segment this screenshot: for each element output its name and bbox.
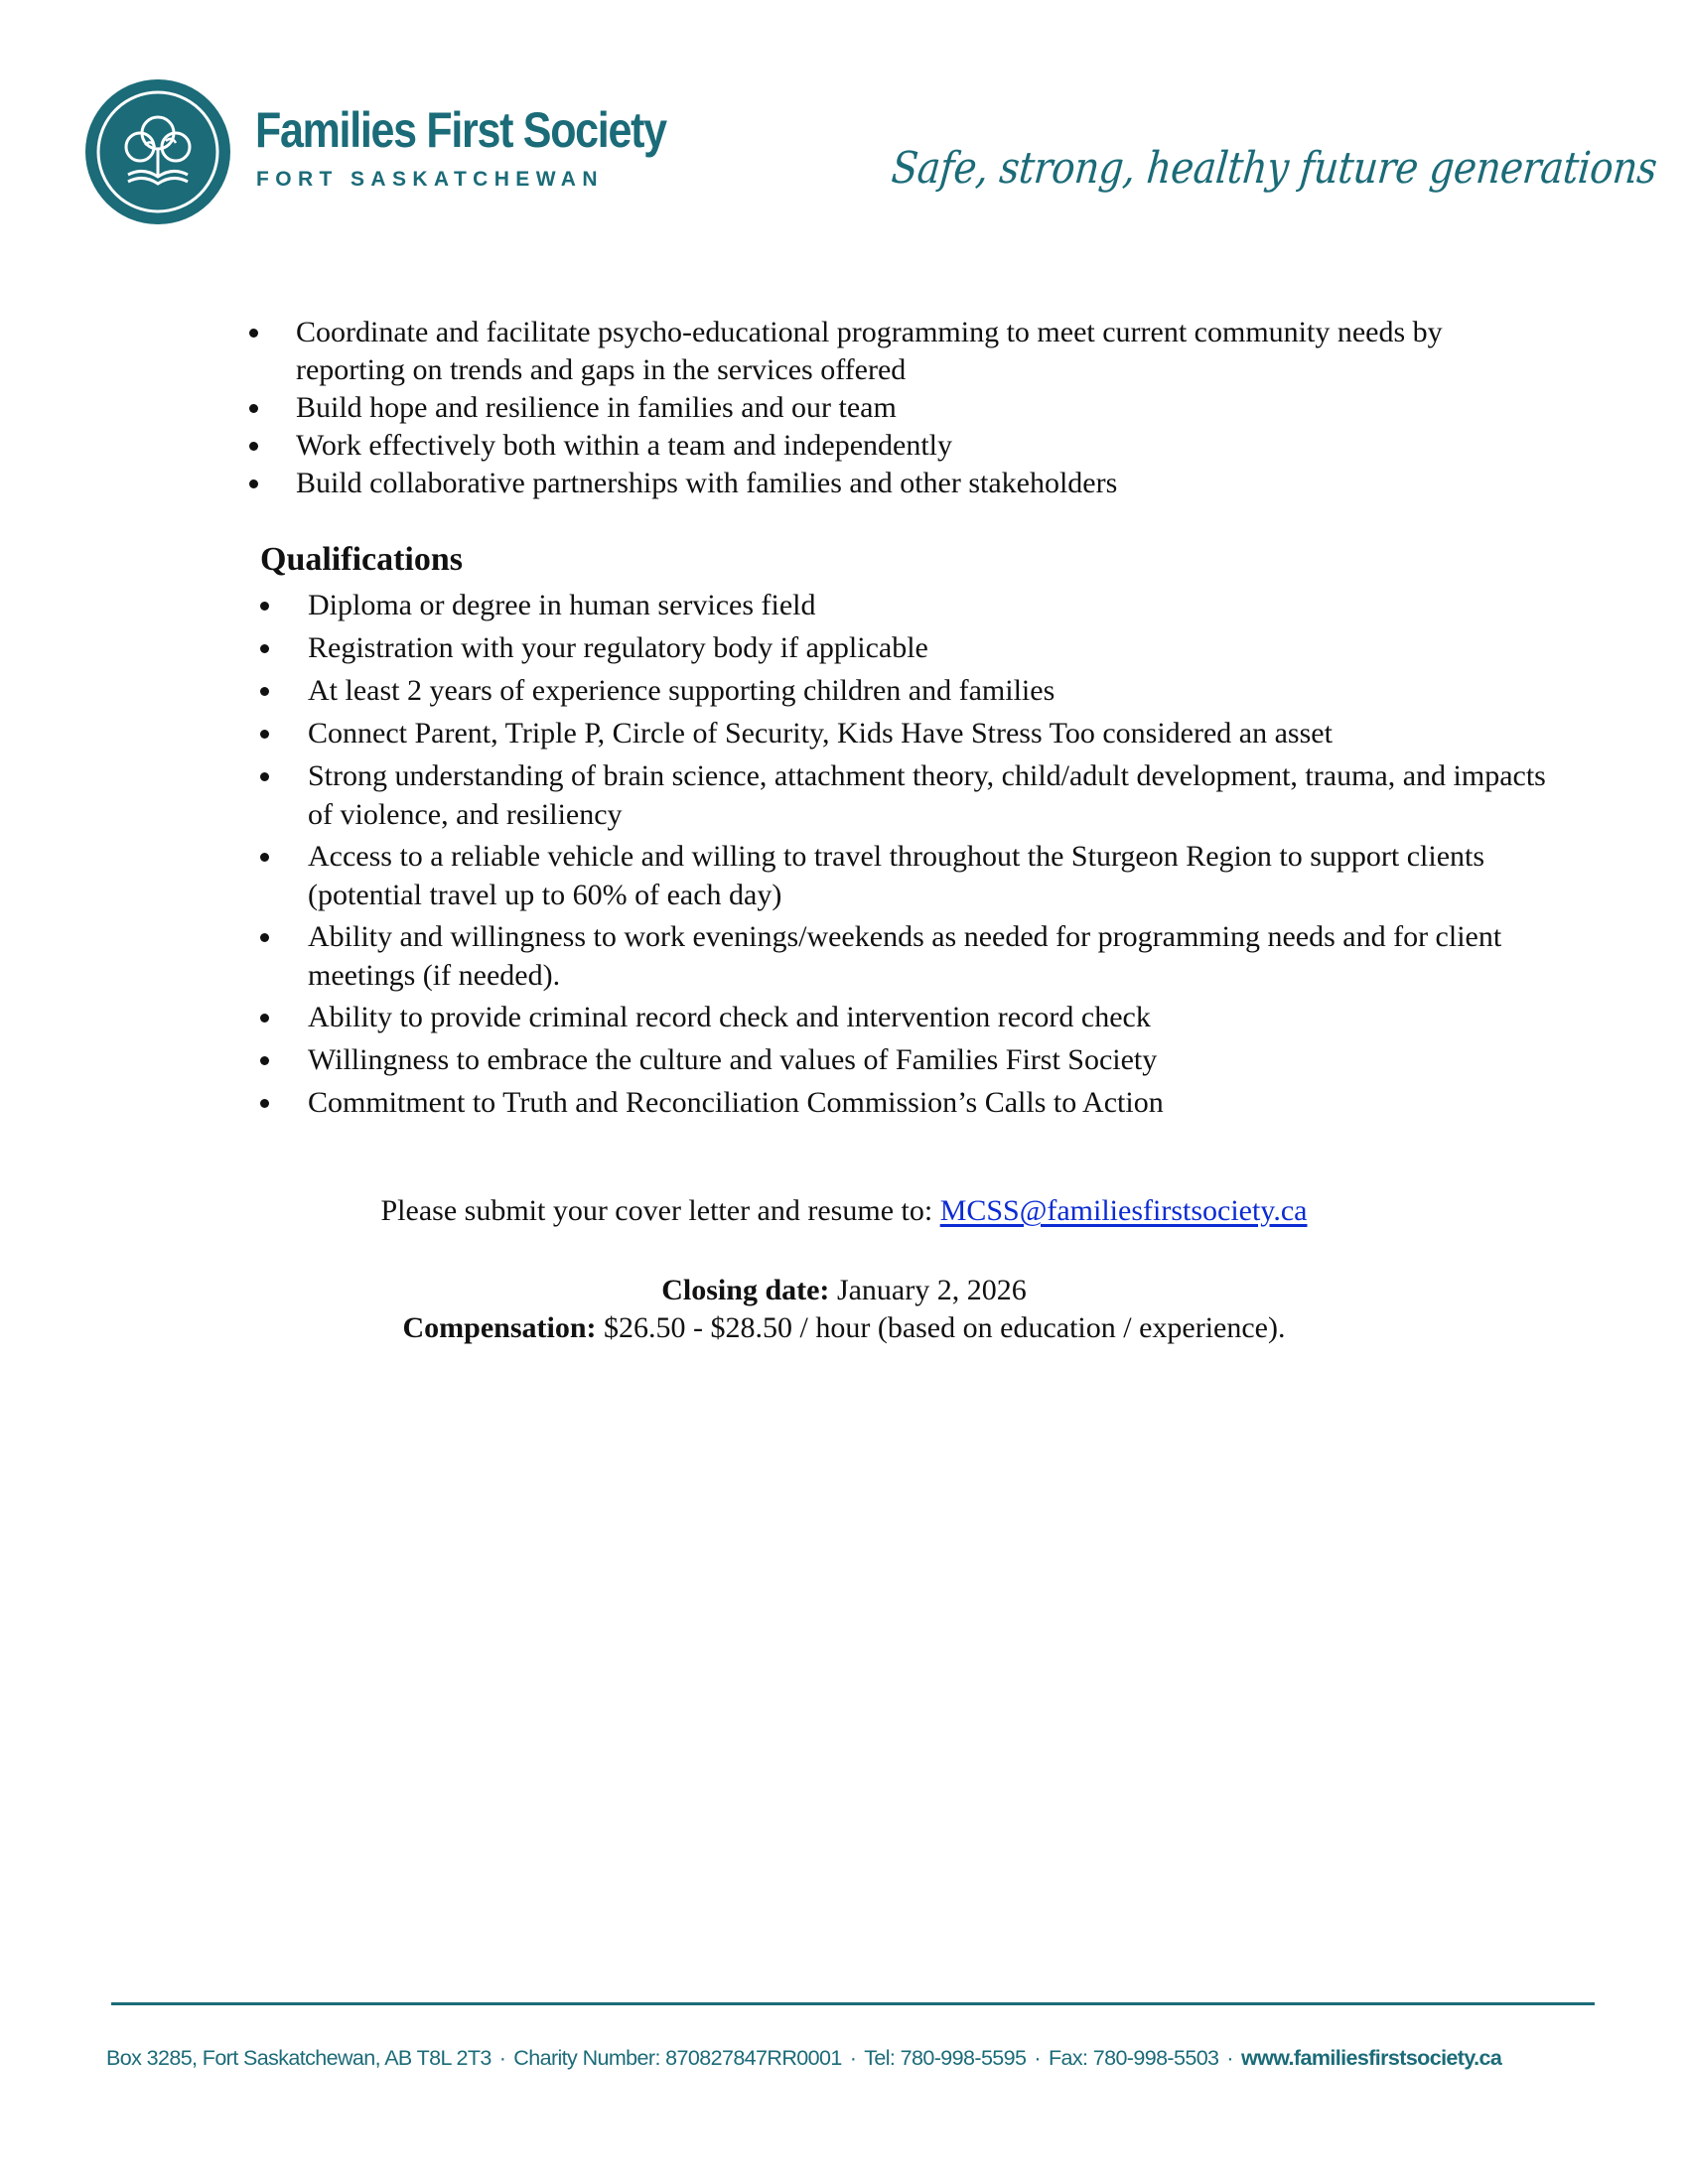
footer-charity: Charity Number: 870827847RR0001 xyxy=(513,2046,842,2070)
footer-separator: · xyxy=(498,2046,506,2070)
footer-tel: Tel: 780-998-5595 xyxy=(864,2046,1027,2070)
list-item: At least 2 years of experience supporting children and families xyxy=(260,671,1551,711)
compensation xyxy=(0,1309,1688,1347)
list-item: Ability to provide criminal record check and intervention record check xyxy=(260,998,1551,1037)
logo-icon xyxy=(83,77,232,226)
qualifications-list xyxy=(260,586,1551,1126)
compensation-label: Compensation: xyxy=(402,1311,597,1344)
list-item: Diploma or degree in human services field xyxy=(260,586,1551,625)
submit-text: Please submit your cover letter and resume to: xyxy=(380,1194,940,1227)
submit-instructions xyxy=(0,1193,1688,1229)
closing-date-value: January 2, 2026 xyxy=(829,1274,1027,1306)
footer-separator: · xyxy=(1226,2046,1233,2070)
email-link[interactable]: MCSS@familiesfirstsociety.ca xyxy=(939,1194,1308,1227)
footer-fax: Fax: 780-998-5503 xyxy=(1048,2046,1219,2070)
list-item: Build hope and resilience in families and our team xyxy=(249,389,1540,427)
tagline: Safe, strong, healthy future generations xyxy=(889,143,1659,194)
footer-contact xyxy=(106,2048,1501,2070)
qualifications-heading: Qualifications xyxy=(260,541,464,578)
list-item: Work effectively both within a team and independently xyxy=(249,427,1540,465)
footer-separator: · xyxy=(1034,2046,1041,2070)
closing-date xyxy=(0,1272,1688,1309)
org-location: FORT SASKATCHEWAN xyxy=(256,168,604,191)
list-item: Coordinate and facilitate psycho-educational programming to meet current community needs by reporting on trends and gaps in the services offered xyxy=(249,314,1540,389)
list-item: Strong understanding of brain science, attachment theory, child/adult development, trauma, and impacts of violence, and resiliency xyxy=(260,756,1551,834)
list-item: Connect Parent, Triple P, Circle of Security, Kids Have Stress Too considered an asset xyxy=(260,714,1551,753)
list-item: Build collaborative partnerships with families and other stakeholders xyxy=(249,465,1540,502)
list-item: Ability and willingness to work evenings/weekends as needed for programming needs and for client meetings (if needed). xyxy=(260,917,1551,995)
compensation-value: $26.50 - $28.50 / hour (based on education / experience). xyxy=(596,1311,1286,1344)
responsibilities-list xyxy=(249,314,1540,502)
list-item: Registration with your regulatory body if applicable xyxy=(260,628,1551,668)
footer-divider xyxy=(111,2002,1595,2005)
footer-address: Box 3285, Fort Saskatchewan, AB T8L 2T3 xyxy=(106,2046,492,2070)
org-name: Families First Society xyxy=(255,102,666,158)
footer-separator: · xyxy=(849,2046,857,2070)
footer-website-link[interactable]: www.familiesfirstsociety.ca xyxy=(1240,2046,1502,2070)
closing-date-label: Closing date: xyxy=(661,1274,830,1306)
list-item: Access to a reliable vehicle and willing to travel throughout the Sturgeon Region to support clients (potential travel up to 60% of each day) xyxy=(260,837,1551,914)
closing-details xyxy=(0,1272,1688,1347)
list-item: Willingness to embrace the culture and values of Families First Society xyxy=(260,1040,1551,1080)
list-item: Commitment to Truth and Reconciliation Commission’s Calls to Action xyxy=(260,1083,1551,1123)
